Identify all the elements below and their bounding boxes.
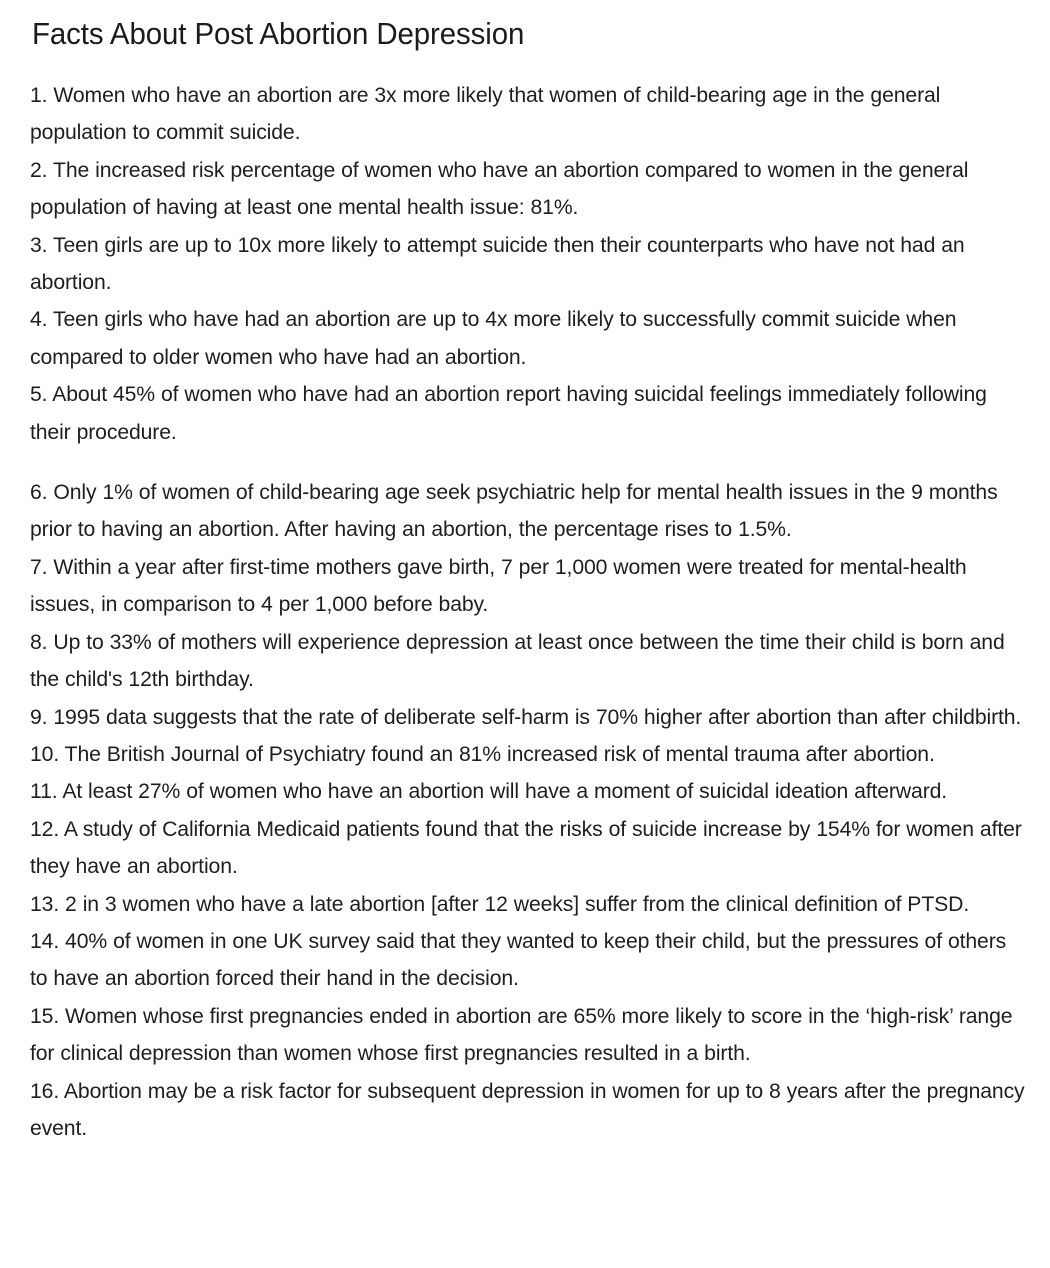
fact-item: 4. Teen girls who have had an abortion are up to 4x more likely to successfully commit suicide when compared to older women who have had an abortion.	[30, 308, 957, 369]
fact-item: 9. 1995 data suggests that the rate of deliberate self-harm is 70% higher after abortion than after childbirth.	[30, 705, 1022, 729]
fact-item: 5. About 45% of women who have had an abortion report having suicidal feelings immediately following their procedure.	[30, 383, 987, 444]
fact-item: 3. Teen girls are up to 10x more likely to attempt suicide then their counterparts who have not had an abortion.	[30, 233, 965, 295]
fact-item: 7. Within a year after first-time mothers gave birth, 7 per 1,000 women were treated for mental-health issues, in comparison to 4 per 1,000 before baby.	[30, 555, 967, 617]
fact-item: 12. A study of California Medicaid patients found that the risks of suicide increase by 154% for women after they have an abortion.	[30, 817, 1022, 879]
facts-block-two	[30, 474, 1028, 1147]
fact-item: 6. Only 1% of women of child-bearing age seek psychiatric help for mental health issues in the 9 months prior to having an abortion. After having an abortion, the percentage rises to 1.5%.	[30, 481, 998, 542]
page-title: Facts About Post Abortion Depression	[32, 17, 525, 51]
facts-block-one	[30, 77, 1028, 451]
fact-item: 2. The increased risk percentage of women who have an abortion compared to women in the general population of having at least one mental health issue: 81%.	[30, 158, 969, 220]
fact-item: 15. Women whose first pregnancies ended in abortion are 65% more likely to score in the ‘high-risk’ range for clinical depression than women whose first pregnancies resulted in a birth.	[30, 1004, 1013, 1066]
fact-item: 16. Abortion may be a risk factor for subsequent depression in women for up to 8 years after the pregnancy event.	[30, 1079, 1025, 1140]
fact-item: 10. The British Journal of Psychiatry found an 81% increased risk of mental trauma after abortion.	[30, 742, 935, 766]
fact-item: 13. 2 in 3 women who have a late abortion [after 12 weeks] suffer from the clinical definition of PTSD.	[30, 892, 970, 916]
fact-item: 1. Women who have an abortion are 3x more likely that women of child-bearing age in the general population to commit suicide.	[30, 84, 941, 145]
fact-item: 8. Up to 33% of mothers will experience depression at least once between the time their child is born and the child's 12th birthday.	[30, 630, 1005, 692]
fact-item: 14. 40% of women in one UK survey said that they wanted to keep their child, but the pressures of others to have an abortion forced their hand in the decision.	[30, 929, 1007, 991]
fact-item: 11. At least 27% of women who have an abortion will have a moment of suicidal ideation afterward.	[30, 780, 948, 804]
